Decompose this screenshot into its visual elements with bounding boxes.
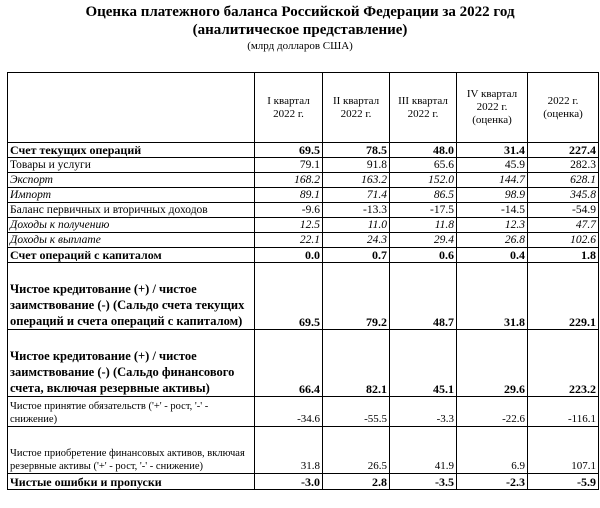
row-label: Чистое кредитование (+) / чистое заимствование (-) (Сальдо счета текущих операций и счета операций с капиталом) (8, 263, 255, 330)
balance-of-payments-table (7, 72, 599, 490)
cell-value: 26.5 (323, 427, 390, 474)
cell-value: 65.6 (390, 158, 457, 173)
row-label: Счет операций с капиталом (8, 248, 255, 263)
cell-value: 12.5 (255, 218, 323, 233)
cell-value: 168.2 (255, 173, 323, 188)
cell-value: -17.5 (390, 203, 457, 218)
column-header: I квартал 2022 г. (255, 73, 323, 143)
cell-value: 79.2 (323, 263, 390, 330)
table-row (8, 203, 599, 218)
unit-label: (млрд долларов США) (247, 40, 353, 52)
cell-value: -55.5 (323, 397, 390, 427)
row-label: Чистое кредитование (+) / чистое заимствование (-) (Сальдо финансового счета, включая резервные активы) (8, 330, 255, 397)
row-label: Баланс первичных и вторичных доходов (8, 203, 255, 218)
cell-value: 29.4 (390, 233, 457, 248)
cell-value: 31.4 (457, 143, 528, 158)
cell-value: 12.3 (457, 218, 528, 233)
cell-value: -3.5 (390, 474, 457, 490)
table-row (8, 263, 599, 330)
cell-value: 45.1 (390, 330, 457, 397)
cell-value: -3.3 (390, 397, 457, 427)
row-label: Счет текущих операций (8, 143, 255, 158)
table-row (8, 330, 599, 397)
cell-value: 26.8 (457, 233, 528, 248)
cell-value: 79.1 (255, 158, 323, 173)
cell-value: -2.3 (457, 474, 528, 490)
cell-value: 89.1 (255, 188, 323, 203)
cell-value: 229.1 (528, 263, 599, 330)
cell-value: 31.8 (457, 263, 528, 330)
report-header (0, 0, 600, 53)
cell-value: 163.2 (323, 173, 390, 188)
cell-value: 107.1 (528, 427, 599, 474)
cell-value: 47.7 (528, 218, 599, 233)
cell-value: 86.5 (390, 188, 457, 203)
column-header: II квартал 2022 г. (323, 73, 390, 143)
cell-value: 22.1 (255, 233, 323, 248)
cell-value: 48.0 (390, 143, 457, 158)
cell-value: -14.5 (457, 203, 528, 218)
row-label: Чистые ошибки и пропуски (8, 474, 255, 490)
report-subtitle: (аналитическое представление) (192, 22, 408, 38)
report-title: Оценка платежного баланса Российской Федерации за 2022 год (85, 4, 515, 20)
column-header: III квартал 2022 г. (390, 73, 457, 143)
cell-value: 11.8 (390, 218, 457, 233)
cell-value: 69.5 (255, 263, 323, 330)
table-row (8, 233, 599, 248)
cell-value: 24.3 (323, 233, 390, 248)
row-label: Чистое принятие обязательств ('+' - рост, '-' - снижение) (8, 397, 255, 427)
cell-value: 41.9 (390, 427, 457, 474)
cell-value: 91.8 (323, 158, 390, 173)
cell-value: 69.5 (255, 143, 323, 158)
row-label: Импорт (8, 188, 255, 203)
cell-value: -116.1 (528, 397, 599, 427)
cell-value: 71.4 (323, 188, 390, 203)
cell-value: 45.9 (457, 158, 528, 173)
cell-value: 6.9 (457, 427, 528, 474)
cell-value: 78.5 (323, 143, 390, 158)
row-label: Доходы к выплате (8, 233, 255, 248)
cell-value: 66.4 (255, 330, 323, 397)
table-row (8, 427, 599, 474)
header-blank-cell (8, 73, 255, 143)
cell-value: 223.2 (528, 330, 599, 397)
cell-value: -22.6 (457, 397, 528, 427)
cell-value: -54.9 (528, 203, 599, 218)
column-header: 2022 г. (оценка) (528, 73, 599, 143)
table-row (8, 188, 599, 203)
cell-value: -9.6 (255, 203, 323, 218)
cell-value: 282.3 (528, 158, 599, 173)
row-label: Товары и услуги (8, 158, 255, 173)
table-row (8, 218, 599, 233)
table-row (8, 158, 599, 173)
table-row (8, 248, 599, 263)
cell-value: 0.6 (390, 248, 457, 263)
cell-value: 628.1 (528, 173, 599, 188)
table-row (8, 397, 599, 427)
column-header: IV квартал 2022 г. (оценка) (457, 73, 528, 143)
cell-value: -5.9 (528, 474, 599, 490)
cell-value: 82.1 (323, 330, 390, 397)
cell-value: -13.3 (323, 203, 390, 218)
table-row (8, 143, 599, 158)
cell-value: 0.7 (323, 248, 390, 263)
cell-value: 102.6 (528, 233, 599, 248)
cell-value: 0.4 (457, 248, 528, 263)
table-row (8, 173, 599, 188)
row-label: Чистое приобретение финансовых активов, включая резервные активы ('+' - рост, '-' - снижение) (8, 427, 255, 474)
cell-value: 29.6 (457, 330, 528, 397)
cell-value: 48.7 (390, 263, 457, 330)
cell-value: 152.0 (390, 173, 457, 188)
table-row (8, 474, 599, 490)
cell-value: 345.8 (528, 188, 599, 203)
cell-value: 31.8 (255, 427, 323, 474)
cell-value: 144.7 (457, 173, 528, 188)
cell-value: 0.0 (255, 248, 323, 263)
row-label: Доходы к получению (8, 218, 255, 233)
cell-value: 227.4 (528, 143, 599, 158)
table-header-row (8, 73, 599, 143)
cell-value: -3.0 (255, 474, 323, 490)
row-label: Экспорт (8, 173, 255, 188)
cell-value: 2.8 (323, 474, 390, 490)
cell-value: 98.9 (457, 188, 528, 203)
cell-value: -34.6 (255, 397, 323, 427)
cell-value: 1.8 (528, 248, 599, 263)
cell-value: 11.0 (323, 218, 390, 233)
